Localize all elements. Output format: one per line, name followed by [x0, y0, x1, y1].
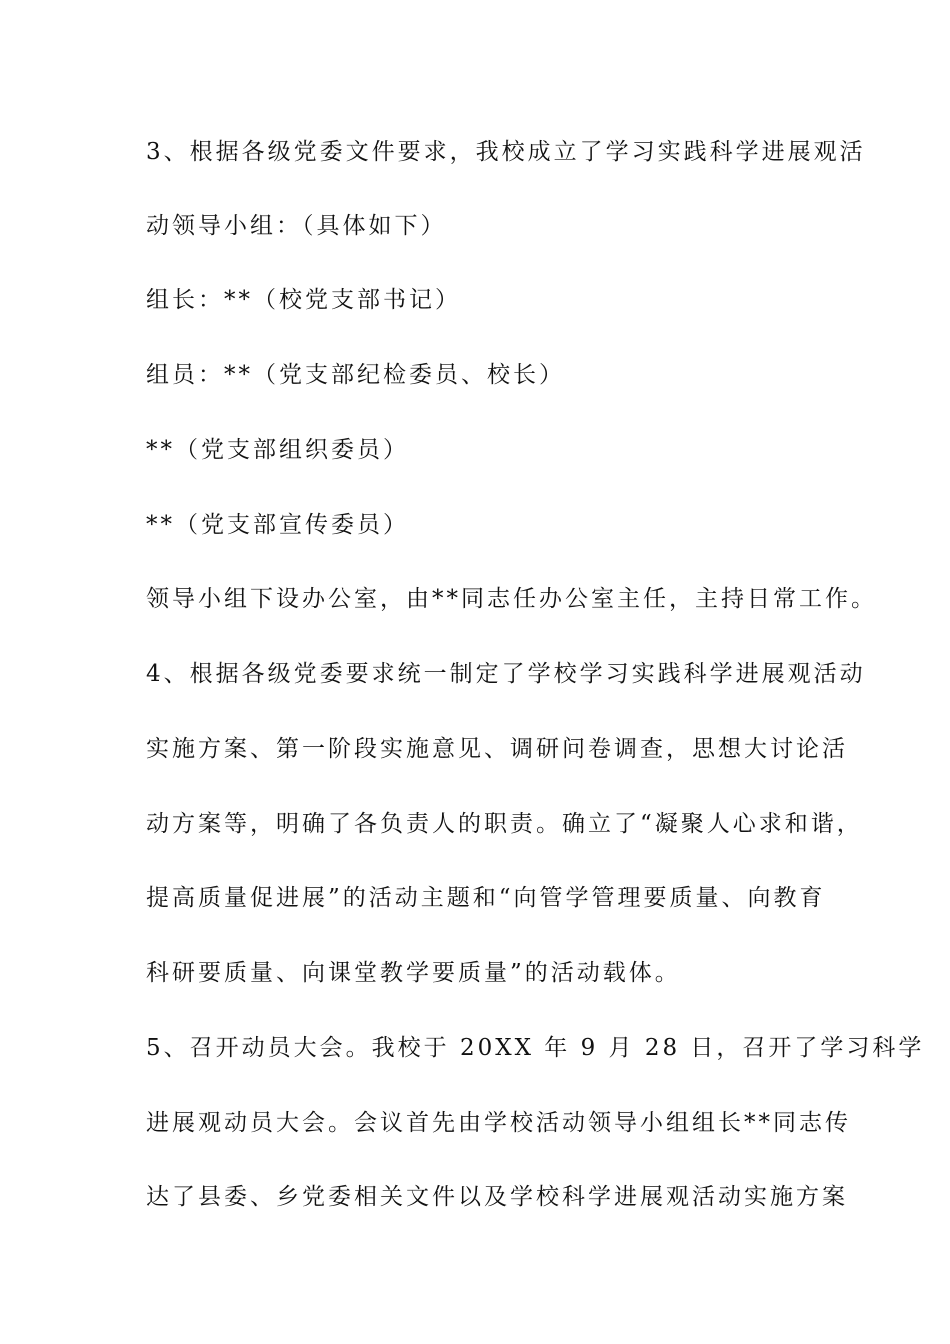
paragraph-3-line-1: 3、根据各级党委文件要求，我校成立了学习实践科学进展观活: [146, 139, 866, 165]
office-line: 领导小组下设办公室，由**同志任办公室主任，主持日常工作。: [146, 586, 877, 612]
paragraph-4-line-4: 提高质量促进展”的活动主题和“向管学管理要质量、向教育: [146, 885, 826, 911]
paragraph-4-line-1: 4、根据各级党委要求统一制定了学校学习实践科学进展观活动: [146, 661, 866, 687]
paragraph-5-line-3: 达了县委、乡党委相关文件以及学校科学进展观活动实施方案: [146, 1184, 848, 1210]
paragraph-5-line-1: 5、召开动员大会。我校于 20XX 年 9 月 28 日，召开了学习科学: [146, 1035, 925, 1061]
paragraph-3-line-2: 动领导小组：（具体如下）: [146, 213, 447, 239]
paragraph-4-line-3: 动方案等，明确了各负责人的职责。确立了“凝聚人心求和谐，: [146, 811, 863, 837]
group-leader-line: 组长：**（校党支部书记）: [146, 287, 461, 313]
group-member-line-3: **（党支部宣传委员）: [146, 512, 409, 538]
group-member-line-1: 组员：**（党支部纪检委员、校长）: [146, 362, 565, 388]
paragraph-4-line-2: 实施方案、第一阶段实施意见、调研问卷调查，思想大讨论活: [146, 736, 848, 762]
paragraph-4-line-5: 科研要质量、向课堂教学要质量”的活动载体。: [146, 960, 681, 986]
paragraph-5-line-2: 进展观动员大会。会议首先由学校活动领导小组组长**同志传: [146, 1110, 851, 1136]
group-member-line-2: **（党支部组织委员）: [146, 437, 409, 463]
